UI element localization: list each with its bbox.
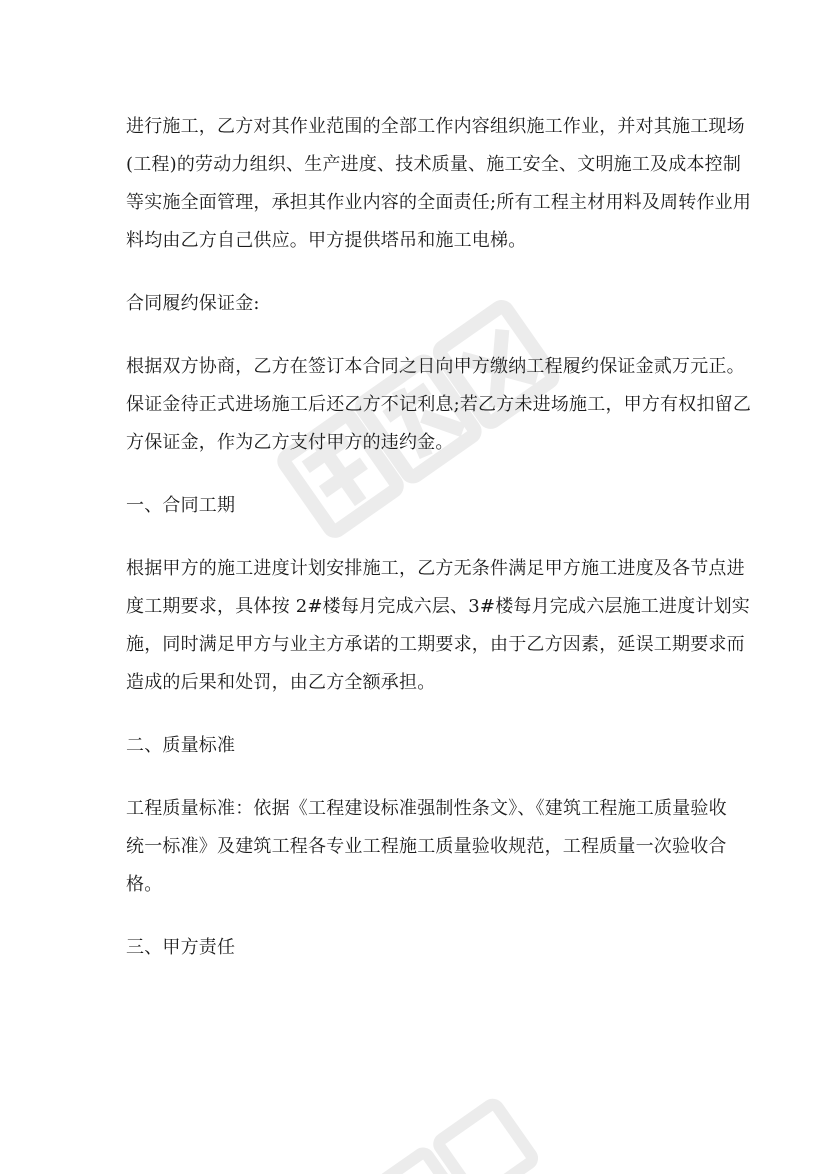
text-line: 工程质量标准：依据《工程建设标准强制性条文》、《建筑工程施工质量验收: [126, 798, 727, 819]
text-line: 造成的后果和处罚，由乙方全额承担。: [126, 672, 436, 693]
paragraph: [126, 487, 716, 525]
text-line: 料均由乙方自己供应。甲方提供塔吊和施工电梯。: [126, 230, 527, 251]
text-line: 度工期要求，具体按 2#楼每月完成六层、3#楼每月完成六层施工进度计划实: [126, 596, 750, 617]
text-line: 合同履约保证金:: [126, 293, 260, 314]
text-line: 保证金待正式进场施工后还乙方不记利息;若乙方未进场施工，甲方有权扣留乙: [126, 394, 752, 415]
text-line: 方保证金，作为乙方支付甲方的违约金。: [126, 432, 454, 453]
text-line: 进行施工，乙方对其作业范围的全部工作内容组织施工作业，并对其施工现场: [126, 116, 745, 137]
text-line: 格。: [126, 874, 163, 895]
text-line: 一、合同工期: [126, 495, 236, 516]
text-line: 统一标准》及建筑工程各专业工程施工质量验收规范，工程质量一次验收合: [126, 836, 727, 857]
text-line: 等实施全面管理，承担其作业内容的全面责任;所有工程主材用料及周转作业用: [126, 192, 752, 213]
watermark-partial-icon: [350, 1080, 550, 1174]
paragraph: [126, 790, 727, 904]
text-line: (工程)的劳动力组织、生产进度、技术质量、施工安全、文明施工及成本控制: [126, 154, 742, 175]
paragraph: [126, 285, 716, 323]
text-line: 根据双方协商，乙方在签订本合同之日向甲方缴纳工程履约保证金贰万元正。: [126, 356, 745, 377]
paragraph: [126, 348, 752, 462]
paragraph: [126, 108, 752, 260]
text-line: 根据甲方的施工进度计划安排施工，乙方无条件满足甲方施工进度及各节点进: [126, 558, 745, 579]
paragraph: [126, 727, 716, 765]
text-line: 三、甲方责任: [126, 937, 236, 958]
paragraph: [126, 929, 716, 967]
document-body: [126, 108, 752, 992]
paragraph: [126, 550, 750, 702]
text-line: 施，同时满足甲方与业主方承诺的工期要求，由于乙方因素，延误工期要求而: [126, 634, 745, 655]
text-line: 二、质量标准: [126, 735, 236, 756]
